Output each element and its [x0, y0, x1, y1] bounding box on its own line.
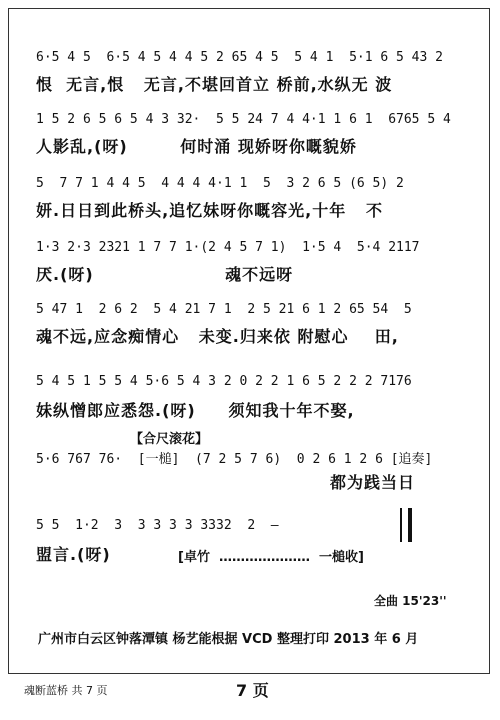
score-line-6-notes: 5 4 5 1 5 5 4 5·6 5 4 3 2 0 2 2 1 6 5 2 2 2 7176	[36, 374, 412, 389]
score-line-3-lyrics: 妍.日日到此桥头,追忆妹呀你嘅容光,十年 不	[36, 201, 383, 220]
score-line-5-notes: 5 47 1 2 6 2 5 4 21 7 1 2 5 21 6 1 2 65 54 5	[36, 302, 412, 317]
section-label: 【合尺滚花】	[130, 432, 209, 447]
score-line-7-lyrics: 都为践当日	[330, 473, 416, 492]
score-line-1-notes: 6·5 4 5 6·5 4 5 4 4 5 2 65 4 5 5 4 1 5·1 6 5 43 2	[36, 50, 443, 65]
score-line-7-notes: 5·6 767 76· [一槌] (7 2 5 7 6) 0 2 6 1 2 6 [追奏]	[36, 452, 433, 467]
credits-line: 广州市白云区钟落潭镇 杨艺能根据 VCD 整理打印 2013 年 6 月	[38, 632, 419, 647]
score-line-8-bracket: [卓竹 ………………… 一槌收]	[178, 550, 364, 565]
score-line-1-lyrics: 恨 无言,恨 无言,不堪回首立 桥前,水纵无 波	[36, 75, 393, 94]
score-line-4-notes: 1·3 2·3 2321 1 7 7 1·(2 4 5 7 1) 1·5 4 5·4 2117	[36, 240, 420, 255]
page-number: 7 页	[236, 681, 269, 700]
score-line-2-lyrics: 人影乱,(呀) 何时涌 现娇呀你嘅貌娇	[36, 137, 357, 156]
final-barline	[400, 508, 412, 542]
footer-title: 魂断蓝桥 共 7 页	[24, 684, 108, 697]
score-line-8-lyrics: 盟言.(呀)	[36, 545, 111, 564]
score-line-3-notes: 5 7 7 1 4 4 5 4 4 4 4·1 1 5 3 2 6 5 (6 5) 2	[36, 176, 404, 191]
score-line-2-notes: 1 5 2 6 5 6 5 4 3 32· 5 5 24 7 4 4·1 1 6 1 6765 5 4	[36, 112, 451, 127]
total-time: 全曲 15'23''	[374, 594, 447, 608]
score-line-5-lyrics: 魂不远,应念痴情心 未变.归来依 附慰心 田,	[36, 327, 399, 346]
score-line-4-lyrics: 厌.(呀) 魂不远呀	[36, 265, 294, 284]
score-line-8-notes: 5 5 1·2 3 3 3 3 3 3332 2 —	[36, 518, 279, 533]
score-line-6-lyrics: 妹纵憎郎应悉怨.(呀) 须知我十年不娶,	[36, 401, 355, 420]
